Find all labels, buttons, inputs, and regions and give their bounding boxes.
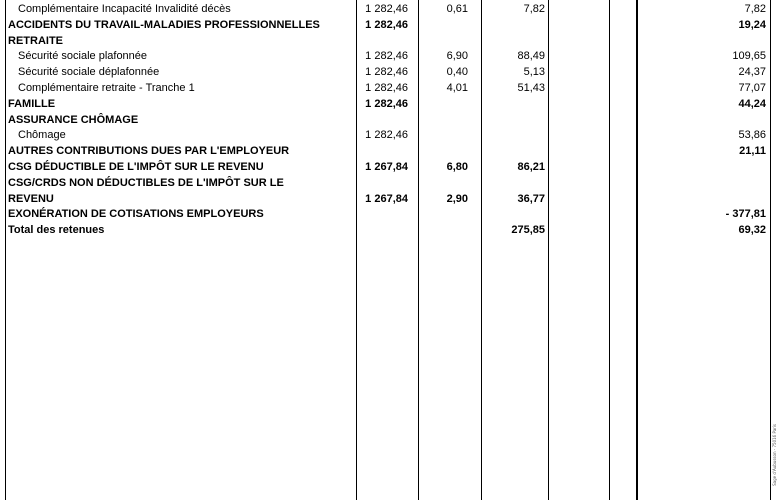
table-row xyxy=(0,65,777,81)
table-row xyxy=(0,176,777,192)
base-value: 1 267,84 xyxy=(365,192,408,205)
row-label: CSG DÉDUCTIBLE DE L'IMPÔT SUR LE REVENU xyxy=(8,160,264,173)
table-row xyxy=(0,81,777,97)
printer-note: Sage d'Aubusson - 75016 Paris xyxy=(772,424,777,486)
rate-value: 6,90 xyxy=(446,50,468,63)
table-row xyxy=(0,128,777,144)
employee-amount: 36,77 xyxy=(517,192,545,205)
row-label: ASSURANCE CHÔMAGE xyxy=(8,113,139,126)
row-label: RETRAITE xyxy=(8,34,63,47)
table-row xyxy=(0,2,777,18)
table-row xyxy=(0,97,777,113)
base-value: 1 282,46 xyxy=(365,97,408,110)
employee-amount: 86,21 xyxy=(517,160,545,173)
base-value: 1 282,46 xyxy=(365,129,408,142)
employee-amount: 275,85 xyxy=(511,224,545,237)
table-row xyxy=(0,160,777,176)
employer-amount: 24,37 xyxy=(738,66,766,79)
row-label: Complémentaire Incapacité Invalidité décès xyxy=(18,3,231,15)
employer-amount: 19,24 xyxy=(738,18,766,31)
base-value: 1 282,46 xyxy=(365,81,408,94)
employer-amount: 69,32 xyxy=(738,224,766,237)
table-row xyxy=(0,113,777,129)
row-label: CSG/CRDS NON DÉDUCTIBLES DE L'IMPÔT SUR LE xyxy=(8,176,284,189)
base-value: 1 282,46 xyxy=(365,50,408,63)
employer-amount: 21,11 xyxy=(739,145,766,158)
row-label: Chômage xyxy=(18,129,66,142)
employer-amount: 44,24 xyxy=(738,97,766,110)
row-label: Complémentaire retraite - Tranche 1 xyxy=(18,81,195,94)
row-label: Sécurité sociale plafonnée xyxy=(18,50,148,63)
table-row xyxy=(0,192,777,208)
table-row xyxy=(0,18,777,34)
base-value: 1 282,46 xyxy=(365,3,408,15)
employee-amount: 51,43 xyxy=(517,81,545,94)
employer-amount: 7,82 xyxy=(744,3,766,15)
rate-value: 0,61 xyxy=(446,3,468,15)
row-label: ACCIDENTS DU TRAVAIL-MALADIES PROFESSIONNELLES xyxy=(8,18,320,31)
rate-value: 4,01 xyxy=(446,81,468,94)
row-label: Sécurité sociale déplafonnée xyxy=(18,66,160,79)
rate-value: 6,80 xyxy=(446,160,468,173)
row-label: Total des retenues xyxy=(8,224,105,237)
employer-amount: - 377,81 xyxy=(725,208,766,221)
employer-amount: 77,07 xyxy=(738,81,766,94)
employer-amount: 53,86 xyxy=(738,129,766,142)
employee-amount: 5,13 xyxy=(523,66,545,79)
table-row xyxy=(0,49,777,65)
rate-value: 2,90 xyxy=(446,192,468,205)
total-row xyxy=(0,223,777,239)
employee-amount: 7,82 xyxy=(523,3,545,15)
employer-amount: 109,65 xyxy=(732,50,766,63)
employee-amount: 88,49 xyxy=(517,50,545,63)
row-label: FAMILLE xyxy=(8,97,56,110)
base-value: 1 267,84 xyxy=(365,160,408,173)
table-row xyxy=(0,34,777,50)
rate-value: 0,40 xyxy=(446,66,468,79)
base-value: 1 282,46 xyxy=(365,18,408,31)
row-label: EXONÉRATION DE COTISATIONS EMPLOYEURS xyxy=(8,208,264,221)
table-row xyxy=(0,207,777,223)
row-label: REVENU xyxy=(8,192,54,205)
row-label: AUTRES CONTRIBUTIONS DUES PAR L'EMPLOYEUR xyxy=(8,145,290,158)
payslip-rows xyxy=(0,2,777,239)
base-value: 1 282,46 xyxy=(365,66,408,79)
table-row xyxy=(0,144,777,160)
